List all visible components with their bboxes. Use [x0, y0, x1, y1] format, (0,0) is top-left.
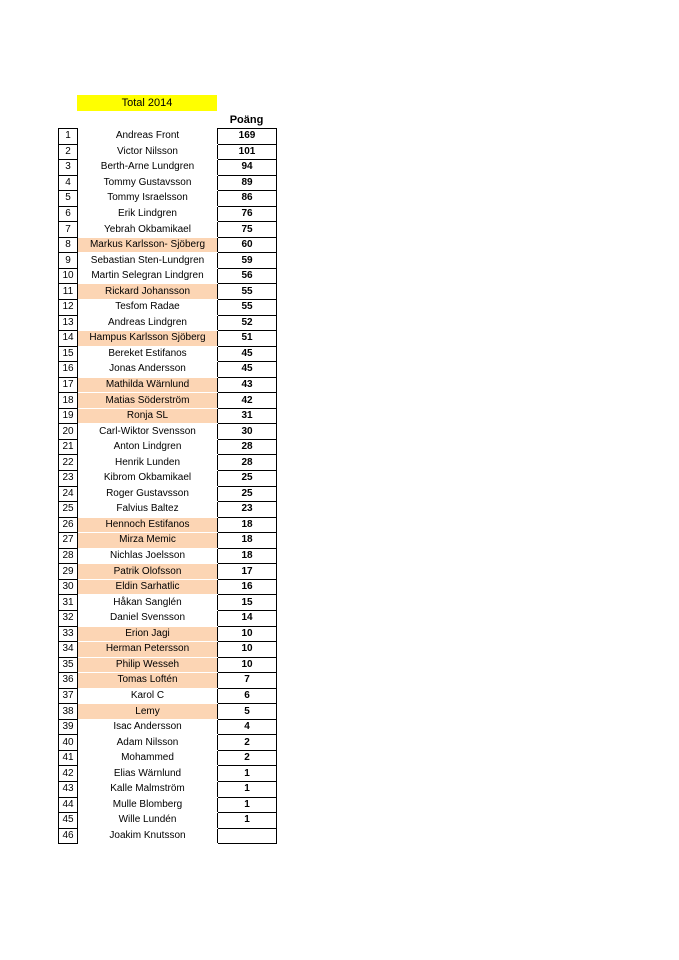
table-row — [59, 813, 277, 829]
player-name-cell: Nichlas Joelsson — [78, 548, 218, 564]
player-name-cell: Philip Wesseh — [78, 657, 218, 673]
points-cell: 4 — [218, 719, 277, 735]
points-cell: 15 — [218, 595, 277, 611]
rank-cell: 8 — [59, 237, 78, 253]
table-row — [59, 533, 277, 549]
rank-cell: 13 — [59, 315, 78, 331]
rank-cell: 19 — [59, 408, 78, 424]
points-cell: 23 — [218, 502, 277, 518]
points-cell: 25 — [218, 471, 277, 487]
player-name-cell: Lemy — [78, 704, 218, 720]
rank-cell: 31 — [59, 595, 78, 611]
table-row — [59, 673, 277, 689]
rank-cell: 42 — [59, 766, 78, 782]
rank-cell: 14 — [59, 331, 78, 347]
rank-cell: 16 — [59, 362, 78, 378]
table-row — [59, 595, 277, 611]
player-name-cell: Eldin Sarhatlic — [78, 579, 218, 595]
rank-cell: 43 — [59, 781, 78, 797]
player-name-cell: Karol C — [78, 688, 218, 704]
points-cell: 55 — [218, 300, 277, 316]
points-cell: 10 — [218, 642, 277, 658]
points-cell: 45 — [218, 346, 277, 362]
points-cell: 18 — [218, 517, 277, 533]
player-name-cell: Berth-Arne Lundgren — [78, 160, 218, 176]
player-name-cell: Wille Lundén — [78, 813, 218, 829]
points-cell: 25 — [218, 486, 277, 502]
player-name-cell: Håkan Sanglén — [78, 595, 218, 611]
rank-cell: 21 — [59, 439, 78, 455]
player-name-cell: Jonas Andersson — [78, 362, 218, 378]
table-row — [59, 828, 277, 844]
rank-cell: 5 — [59, 191, 78, 207]
points-cell: 75 — [218, 222, 277, 238]
player-name-cell: Herman Petersson — [78, 642, 218, 658]
points-cell: 17 — [218, 564, 277, 580]
player-name-cell: Anton Lindgren — [78, 439, 218, 455]
points-cell: 42 — [218, 393, 277, 409]
player-name-cell: Kalle Malmström — [78, 781, 218, 797]
player-name-cell: Elias Wärnlund — [78, 766, 218, 782]
table-row — [59, 797, 277, 813]
player-name-cell: Sebastian Sten-Lundgren — [78, 253, 218, 269]
rank-cell: 6 — [59, 206, 78, 222]
player-name-cell: Matias Söderström — [78, 393, 218, 409]
rank-cell: 15 — [59, 346, 78, 362]
table-row — [59, 486, 277, 502]
table-row — [59, 237, 277, 253]
player-name-cell: Hampus Karlsson Sjöberg — [78, 331, 218, 347]
rank-cell: 11 — [59, 284, 78, 300]
table-row — [59, 471, 277, 487]
rank-cell: 39 — [59, 719, 78, 735]
points-cell: 1 — [218, 813, 277, 829]
points-cell: 55 — [218, 284, 277, 300]
points-cell: 16 — [218, 579, 277, 595]
rank-cell: 18 — [59, 393, 78, 409]
player-name-cell: Victor Nilsson — [78, 144, 218, 160]
table-row — [59, 160, 277, 176]
rank-cell: 37 — [59, 688, 78, 704]
table-row — [59, 408, 277, 424]
rank-cell: 27 — [59, 533, 78, 549]
rank-cell: 12 — [59, 300, 78, 316]
standings-table — [58, 128, 277, 844]
player-name-cell: Isac Andersson — [78, 719, 218, 735]
rank-cell: 33 — [59, 626, 78, 642]
player-name-cell: Daniel Svensson — [78, 610, 218, 626]
player-name-cell: Adam Nilsson — [78, 735, 218, 751]
points-cell: 18 — [218, 548, 277, 564]
rank-cell: 2 — [59, 144, 78, 160]
player-name-cell: Mirza Memic — [78, 533, 218, 549]
rank-cell: 4 — [59, 175, 78, 191]
player-name-cell: Falvius Baltez — [78, 502, 218, 518]
points-cell: 60 — [218, 237, 277, 253]
table-row — [59, 579, 277, 595]
player-name-cell: Martin Selegran Lindgren — [78, 268, 218, 284]
table-row — [59, 735, 277, 751]
points-cell: 30 — [218, 424, 277, 440]
points-cell: 1 — [218, 797, 277, 813]
table-row — [59, 222, 277, 238]
table-row — [59, 502, 277, 518]
table-row — [59, 626, 277, 642]
table-row — [59, 517, 277, 533]
player-name-cell: Henrik Lunden — [78, 455, 218, 471]
table-row — [59, 750, 277, 766]
rank-cell: 28 — [59, 548, 78, 564]
points-cell: 18 — [218, 533, 277, 549]
table-row — [59, 377, 277, 393]
rank-cell: 46 — [59, 828, 78, 844]
rank-cell: 17 — [59, 377, 78, 393]
points-cell: 7 — [218, 673, 277, 689]
points-cell: 28 — [218, 455, 277, 471]
table-row — [59, 424, 277, 440]
rank-cell: 29 — [59, 564, 78, 580]
points-cell: 14 — [218, 610, 277, 626]
points-cell: 5 — [218, 704, 277, 720]
rank-cell: 34 — [59, 642, 78, 658]
rank-cell: 23 — [59, 471, 78, 487]
player-name-cell: Tommy Israelsson — [78, 191, 218, 207]
player-name-cell: Markus Karlsson- Sjöberg — [78, 237, 218, 253]
table-row — [59, 688, 277, 704]
table-row — [59, 781, 277, 797]
table-row — [59, 191, 277, 207]
points-cell: 2 — [218, 735, 277, 751]
table-row — [59, 642, 277, 658]
points-cell: 94 — [218, 160, 277, 176]
player-name-cell: Bereket Estifanos — [78, 346, 218, 362]
points-cell: 28 — [218, 439, 277, 455]
rank-cell: 9 — [59, 253, 78, 269]
player-name-cell: Hennoch Estifanos — [78, 517, 218, 533]
player-name-cell: Tomas Loftén — [78, 673, 218, 689]
points-column-header: Poäng — [229, 114, 264, 126]
rank-cell: 38 — [59, 704, 78, 720]
rank-cell: 20 — [59, 424, 78, 440]
player-name-cell: Tesfom Radae — [78, 300, 218, 316]
player-name-cell: Carl-Wiktor Svensson — [78, 424, 218, 440]
points-cell: 10 — [218, 657, 277, 673]
table-row — [59, 129, 277, 145]
table-row — [59, 284, 277, 300]
player-name-cell: Mulle Blomberg — [78, 797, 218, 813]
rank-cell: 40 — [59, 735, 78, 751]
points-cell: 1 — [218, 781, 277, 797]
player-name-cell: Tommy Gustavsson — [78, 175, 218, 191]
player-name-cell: Joakim Knutsson — [78, 828, 218, 844]
table-row — [59, 719, 277, 735]
table-row — [59, 315, 277, 331]
table-row — [59, 206, 277, 222]
points-cell — [218, 828, 277, 844]
table-row — [59, 331, 277, 347]
table-row — [59, 300, 277, 316]
table-row — [59, 175, 277, 191]
rank-cell: 35 — [59, 657, 78, 673]
table-row — [59, 144, 277, 160]
table-row — [59, 704, 277, 720]
points-cell: 51 — [218, 331, 277, 347]
rank-cell: 41 — [59, 750, 78, 766]
points-cell: 6 — [218, 688, 277, 704]
player-name-cell: Erik Lindgren — [78, 206, 218, 222]
table-row — [59, 268, 277, 284]
rank-cell: 24 — [59, 486, 78, 502]
player-name-cell: Kibrom Okbamikael — [78, 471, 218, 487]
rank-cell: 30 — [59, 579, 78, 595]
player-name-cell: Mathilda Wärnlund — [78, 377, 218, 393]
points-cell: 52 — [218, 315, 277, 331]
rank-cell: 32 — [59, 610, 78, 626]
player-name-cell: Erion Jagi — [78, 626, 218, 642]
rank-cell: 3 — [59, 160, 78, 176]
points-cell: 56 — [218, 268, 277, 284]
player-name-cell: Roger Gustavsson — [78, 486, 218, 502]
player-name-cell: Rickard Johansson — [78, 284, 218, 300]
table-row — [59, 346, 277, 362]
points-cell: 59 — [218, 253, 277, 269]
rank-cell: 25 — [59, 502, 78, 518]
points-cell: 89 — [218, 175, 277, 191]
sheet-title: Total 2014 — [77, 95, 217, 111]
table-row — [59, 362, 277, 378]
table-row — [59, 766, 277, 782]
points-cell: 86 — [218, 191, 277, 207]
points-cell: 45 — [218, 362, 277, 378]
table-row — [59, 610, 277, 626]
points-cell: 2 — [218, 750, 277, 766]
rank-cell: 36 — [59, 673, 78, 689]
player-name-cell: Andreas Lindgren — [78, 315, 218, 331]
table-row — [59, 439, 277, 455]
rank-cell: 45 — [59, 813, 78, 829]
player-name-cell: Yebrah Okbamikael — [78, 222, 218, 238]
rank-cell: 44 — [59, 797, 78, 813]
table-row — [59, 393, 277, 409]
player-name-cell: Patrik Olofsson — [78, 564, 218, 580]
table-row — [59, 564, 277, 580]
points-cell: 1 — [218, 766, 277, 782]
standings-rows — [59, 129, 277, 844]
points-cell: 10 — [218, 626, 277, 642]
points-cell: 76 — [218, 206, 277, 222]
points-cell: 31 — [218, 408, 277, 424]
player-name-cell: Ronja SL — [78, 408, 218, 424]
rank-cell: 1 — [59, 129, 78, 145]
rank-cell: 26 — [59, 517, 78, 533]
player-name-cell: Andreas Front — [78, 129, 218, 145]
table-row — [59, 548, 277, 564]
points-cell: 43 — [218, 377, 277, 393]
table-row — [59, 455, 277, 471]
rank-cell: 7 — [59, 222, 78, 238]
rank-cell: 10 — [59, 268, 78, 284]
table-row — [59, 253, 277, 269]
rank-cell: 22 — [59, 455, 78, 471]
points-cell: 169 — [218, 129, 277, 145]
table-row — [59, 657, 277, 673]
points-cell: 101 — [218, 144, 277, 160]
player-name-cell: Mohammed — [78, 750, 218, 766]
